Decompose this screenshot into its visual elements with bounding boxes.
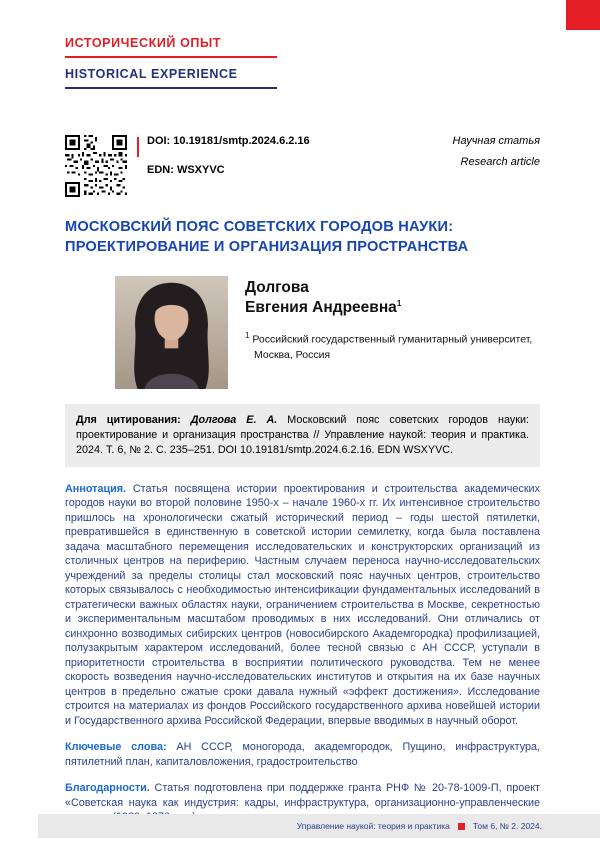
rubric-russian: ИСТОРИЧЕСКИЙ ОПЫТ xyxy=(65,36,277,58)
footer-red-square xyxy=(458,823,465,830)
qr-code-icon xyxy=(65,135,127,197)
abstract-label: Аннотация. xyxy=(65,482,127,495)
article-type-ru: Научная статья xyxy=(452,135,540,147)
portrait-silhouette xyxy=(115,276,228,389)
author-affiliation: $^1$ Российский государственный гуманитарный университет, Москва, Россия xyxy=(245,331,533,361)
article-type-en: Research article xyxy=(460,156,540,168)
author-name xyxy=(245,278,532,318)
author-first-names: Евгения Андреевна$^1$ xyxy=(245,298,402,316)
keywords-label: Ключевые слова: xyxy=(65,741,167,754)
article-type xyxy=(453,135,540,177)
acknowledgments-text: Статья подготовлена при поддержке гранта РНФ № 20-78-1009-П, проект «Советская наука как индустрия: кадры, инфраструктура, организационно-управленческие xyxy=(65,782,540,809)
abstract-text: Статья посвящена истории проектирования и строительства академических городов науки во второй половине 1950-х – начале 1960-х гг. Их интенсивное строительство пришлось на хронологически сжатый исторический период – годы шестой пятилетки, превратившейся в единственную в советской истории семилетку, когда была поставлена задача масштабного перемещения исследовательских и конструкторских организаций из столичных центров на периферию. Частным случаем переноса научно-исследовательских учреждений за пределы столицы стал московский пояс научных центров, строительство которых связывалось с необходимостью интенсификации фундаментальных исследований в стратегически важных областях науки, ограничением строительства в Москве, секретностью и экспериментальным масштабом проводимых в них исследований. Они отличались от синхронно возводимых сибирских центров (новосибирского Академгородка) профилизацией, полузакрытым характером исследований, более тесной связью с АН СССР, уступали в приоритетности строительства в восприятии политического руководства. Тем не менее скорость возведения научно-исследовательских институтов и открытия на их базе научных центров в предельно сжатые сроки давала нужный «эффект достижения». Исследование строится на материалах из фондов Российского государственного архива новейшей истории и Государственного архива Российской Федерации, впервые вводимых в научный оборот. xyxy=(65,482,540,727)
edn-text: EDN: WSXYVC xyxy=(147,164,225,176)
citation-label: Для цитирования: xyxy=(76,413,181,426)
abstract xyxy=(65,482,540,729)
affiliation-marker: 1 xyxy=(396,298,402,308)
citation-text: Московский пояс советских городов науки: проектирование и организация пространства // Управление наукой: теория и практика. 2024. Т. 6, № 2. С. 235–251. DOI 10.19181/smtp.2024.6.2.16. EDN WSXYVC. xyxy=(76,413,530,456)
rubric-english: HISTORICAL EXPERIENCE xyxy=(65,67,277,89)
article-meta-row xyxy=(65,135,540,197)
keywords xyxy=(65,740,540,769)
footer-journal-title: Управление наукой: теория и практика xyxy=(296,821,450,831)
keywords-text: АН СССР, моногорода, академгородок, Пущино, инфраструктура, пятилетний план, капиталовложения, градостроительство xyxy=(65,741,540,768)
author-last-name: Долгова xyxy=(245,278,309,296)
red-divider xyxy=(137,137,139,157)
article-title: МОСКОВСКИЙ ПОЯС СОВЕТСКИХ ГОРОДОВ НАУКИ: ПРОЕКТИРОВАНИЕ И ОРГАНИЗАЦИЯ ПРОСТРАНСТВА xyxy=(65,219,469,256)
citation-box xyxy=(65,404,540,467)
section-rubric xyxy=(65,36,277,89)
doi-text: DOI: 10.19181/smtp.2024.6.2.16 xyxy=(147,135,310,147)
page-footer xyxy=(38,814,600,838)
author-block xyxy=(115,276,540,389)
footer-issue-info: Том 6, № 2. 2024. xyxy=(472,821,542,831)
author-photo xyxy=(115,276,228,389)
corner-accent-square xyxy=(566,0,600,30)
meta-left xyxy=(65,135,310,197)
acknowledgments-label: Благодарности. xyxy=(65,782,150,795)
citation-authors: Долгова Е. А. xyxy=(190,413,278,426)
